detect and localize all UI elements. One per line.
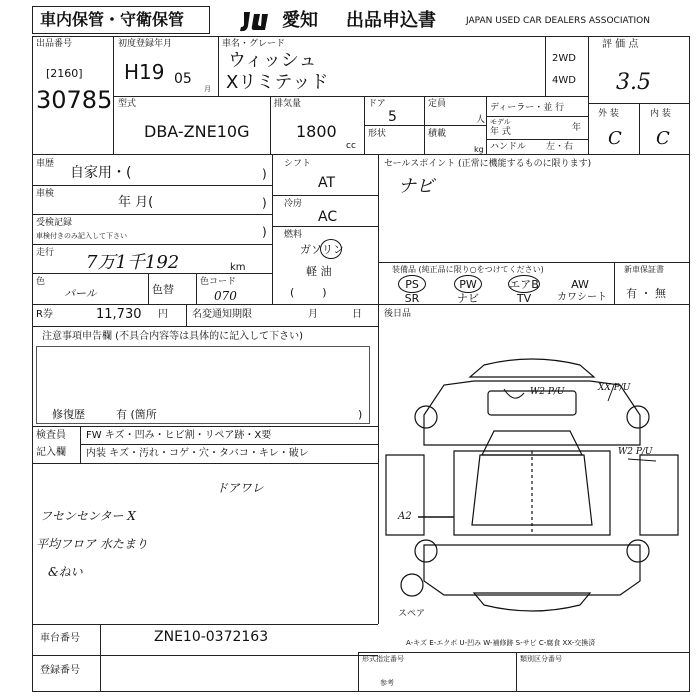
color-label: 色 (36, 277, 46, 287)
diagram-mark-4: A2 (398, 511, 412, 522)
equipment-ps: PS (405, 278, 419, 291)
fuel-diesel: 軽 油 (306, 265, 332, 278)
load-unit: kg (474, 145, 484, 154)
load-label: 積載 (428, 129, 447, 139)
equipment-airbag-circle (508, 275, 540, 293)
shape-label: 形状 (368, 129, 387, 139)
color-change-label: 色替 (152, 283, 174, 296)
fuel-label: 燃料 (284, 230, 303, 240)
notes-box (36, 346, 370, 424)
spare-label: スペア (398, 609, 426, 619)
car-grade: Xリミテッド (226, 72, 329, 93)
ac-label: 冷房 (284, 199, 303, 209)
mileage-unit: km (230, 262, 246, 273)
sales-point-label: セールスポイント (正常に機能するものに限ります) (384, 159, 592, 169)
tax-currency: 円 (158, 309, 168, 320)
association-short: 愛知 (282, 10, 318, 31)
equipment-navi: ナビ (457, 292, 479, 305)
registration-era-year: H19 (124, 60, 165, 84)
warranty-value: 有 ・ 無 (626, 287, 666, 300)
year-unit: 年 (572, 123, 582, 133)
inspection-label: 車検 (36, 189, 55, 199)
displacement-label: 排気量 (274, 99, 302, 109)
reference-label: 参考 (380, 679, 394, 687)
form-title: 出品申込書 (346, 10, 436, 31)
lot-label: 出品番号 (36, 39, 73, 49)
car-name-label: 車名・グレード (222, 39, 286, 49)
model-label: 型式 (118, 99, 137, 109)
doors-value: 5 (388, 109, 397, 125)
equipment-tv: TV (516, 292, 532, 305)
ju-logo (238, 8, 282, 34)
name-change-label: 名変通知期限 (192, 309, 252, 320)
equipment-label: 装備品 (純正品に限り○をつけてください) (392, 265, 544, 274)
warranty-label: 新車保証書 (624, 265, 664, 274)
equipment-pw-circle (454, 275, 482, 293)
periodic-close: ) (262, 225, 267, 239)
equipment-pw: PW (459, 278, 477, 291)
association-en: JAPAN USED CAR DEALERS ASSOCIATION (466, 16, 650, 26)
handle-value: 左・右 (546, 142, 574, 152)
fuel-gas-circle (320, 239, 342, 259)
repair-history-label: 修復歴 (52, 408, 85, 421)
ac-value: AC (318, 209, 338, 225)
color-code-label: 色コード (200, 277, 237, 287)
rating-label: 評 価 点 (602, 39, 639, 50)
car-name: ウィッシュ (228, 50, 317, 71)
interior-check-row: 内装 キズ・汚れ・コゲ・穴・タバコ・キレ・破レ (86, 448, 309, 459)
lot-bracket-no: [2160] (46, 67, 83, 80)
history-close: ) (262, 167, 267, 181)
storage-note: 車内保管・守衛保管 (40, 10, 185, 29)
equipment-ps-circle (398, 275, 426, 293)
after-items-label: 後日品 (384, 309, 412, 319)
inspection-close: ) (262, 196, 267, 210)
color-code: 070 (214, 289, 237, 303)
damage-legend: A-キズ E-エクボ U-凹み W-補修跡 S-サビ C-腐食 XX-交換済 (406, 639, 596, 647)
rating-interior: C (656, 128, 670, 149)
entry-label: 記入欄 (36, 447, 66, 458)
drive-4wd: 4WD (552, 75, 576, 86)
diagram-mark-3: W2 P/U (618, 447, 653, 457)
inspection-value: 年 月( (118, 195, 154, 210)
dealer-label: ディーラー・並 行 (490, 103, 565, 113)
sales-point-handwritten: ナビ (398, 176, 434, 197)
model-year-label: モデル (490, 118, 511, 126)
equipment-sr: SR (404, 292, 420, 305)
registration-month-unit: 月 (204, 85, 211, 93)
history-value: 自家用・( (70, 165, 132, 181)
rating-exterior: C (608, 128, 622, 149)
exterior-check-row: FW キズ・凹み・ヒビ割・リペア跡・X要 (86, 430, 272, 441)
rating-score: 3.5 (616, 70, 651, 95)
notes-label: 注意事項申告欄 (不具合内容等は具体的に記入して下さい) (42, 331, 303, 342)
color-value: パール (64, 287, 97, 300)
inspector-label: 検査員 (36, 430, 66, 441)
note-handwritten-3: 平均フロア 水たまり (36, 537, 148, 551)
class-number-label: 類別区分番号 (520, 655, 562, 663)
rating-interior-label: 内 装 (650, 109, 671, 119)
displacement-unit: cc (346, 141, 356, 151)
periodic-label: 受検記録 (36, 218, 73, 228)
shift-value: AT (318, 175, 336, 191)
registration-number-label: 登録番号 (40, 665, 80, 676)
chassis-label: 車台番号 (40, 633, 80, 644)
fuel-gas: ガソリン (300, 243, 344, 256)
mileage-value: 7万1千192 (86, 252, 180, 273)
fuel-paren: ( ) (290, 286, 327, 299)
handle-label: ハンドル (490, 142, 527, 152)
equipment-aw: AW (571, 278, 589, 291)
form-number-label: 形式指定番号 (362, 655, 404, 663)
history-label: 車歴 (36, 159, 55, 169)
repair-history-close: ) (358, 408, 363, 421)
chassis-number: ZNE10-0372163 (154, 629, 269, 645)
name-change-month: 月 (308, 309, 318, 320)
note-handwritten-1: ドアワレ (216, 481, 264, 495)
note-handwritten-2: フセンセンター X (40, 509, 136, 523)
doors-label: ドア (368, 99, 386, 109)
rating-exterior-label: 外 装 (598, 109, 619, 119)
tax-amount: 11,730 (96, 307, 142, 322)
ju-logo-mark (238, 8, 282, 34)
equipment-leather-seat: カワシート (557, 292, 607, 303)
equipment-airbag: エアB (509, 278, 539, 291)
diagram-mark-1: W2 P/U (530, 387, 565, 397)
registration-label: 初度登録年月 (118, 39, 173, 49)
capacity-label: 定員 (428, 99, 447, 109)
mileage-label: 走行 (36, 248, 55, 258)
shift-label: シフト (284, 159, 312, 169)
lot-number: 30785 (36, 86, 113, 114)
model-year-sub: 年 式 (490, 127, 511, 137)
diagram-mark-2: XX P/U (598, 383, 631, 393)
repair-history-value: 有 (箇所 (116, 408, 157, 421)
periodic-note: 車検付きのみ記入して下さい (36, 232, 127, 240)
model-code: DBA-ZNE10G (144, 122, 250, 141)
drive-2wd: 2WD (552, 53, 576, 64)
tax-label: R券 (36, 309, 53, 320)
capacity-unit: 人 (476, 115, 486, 125)
name-change-day: 日 (352, 309, 362, 320)
note-handwritten-4: &ねい (48, 565, 83, 579)
registration-month: 05 (174, 71, 192, 87)
displacement-value: 1800 (296, 122, 337, 141)
